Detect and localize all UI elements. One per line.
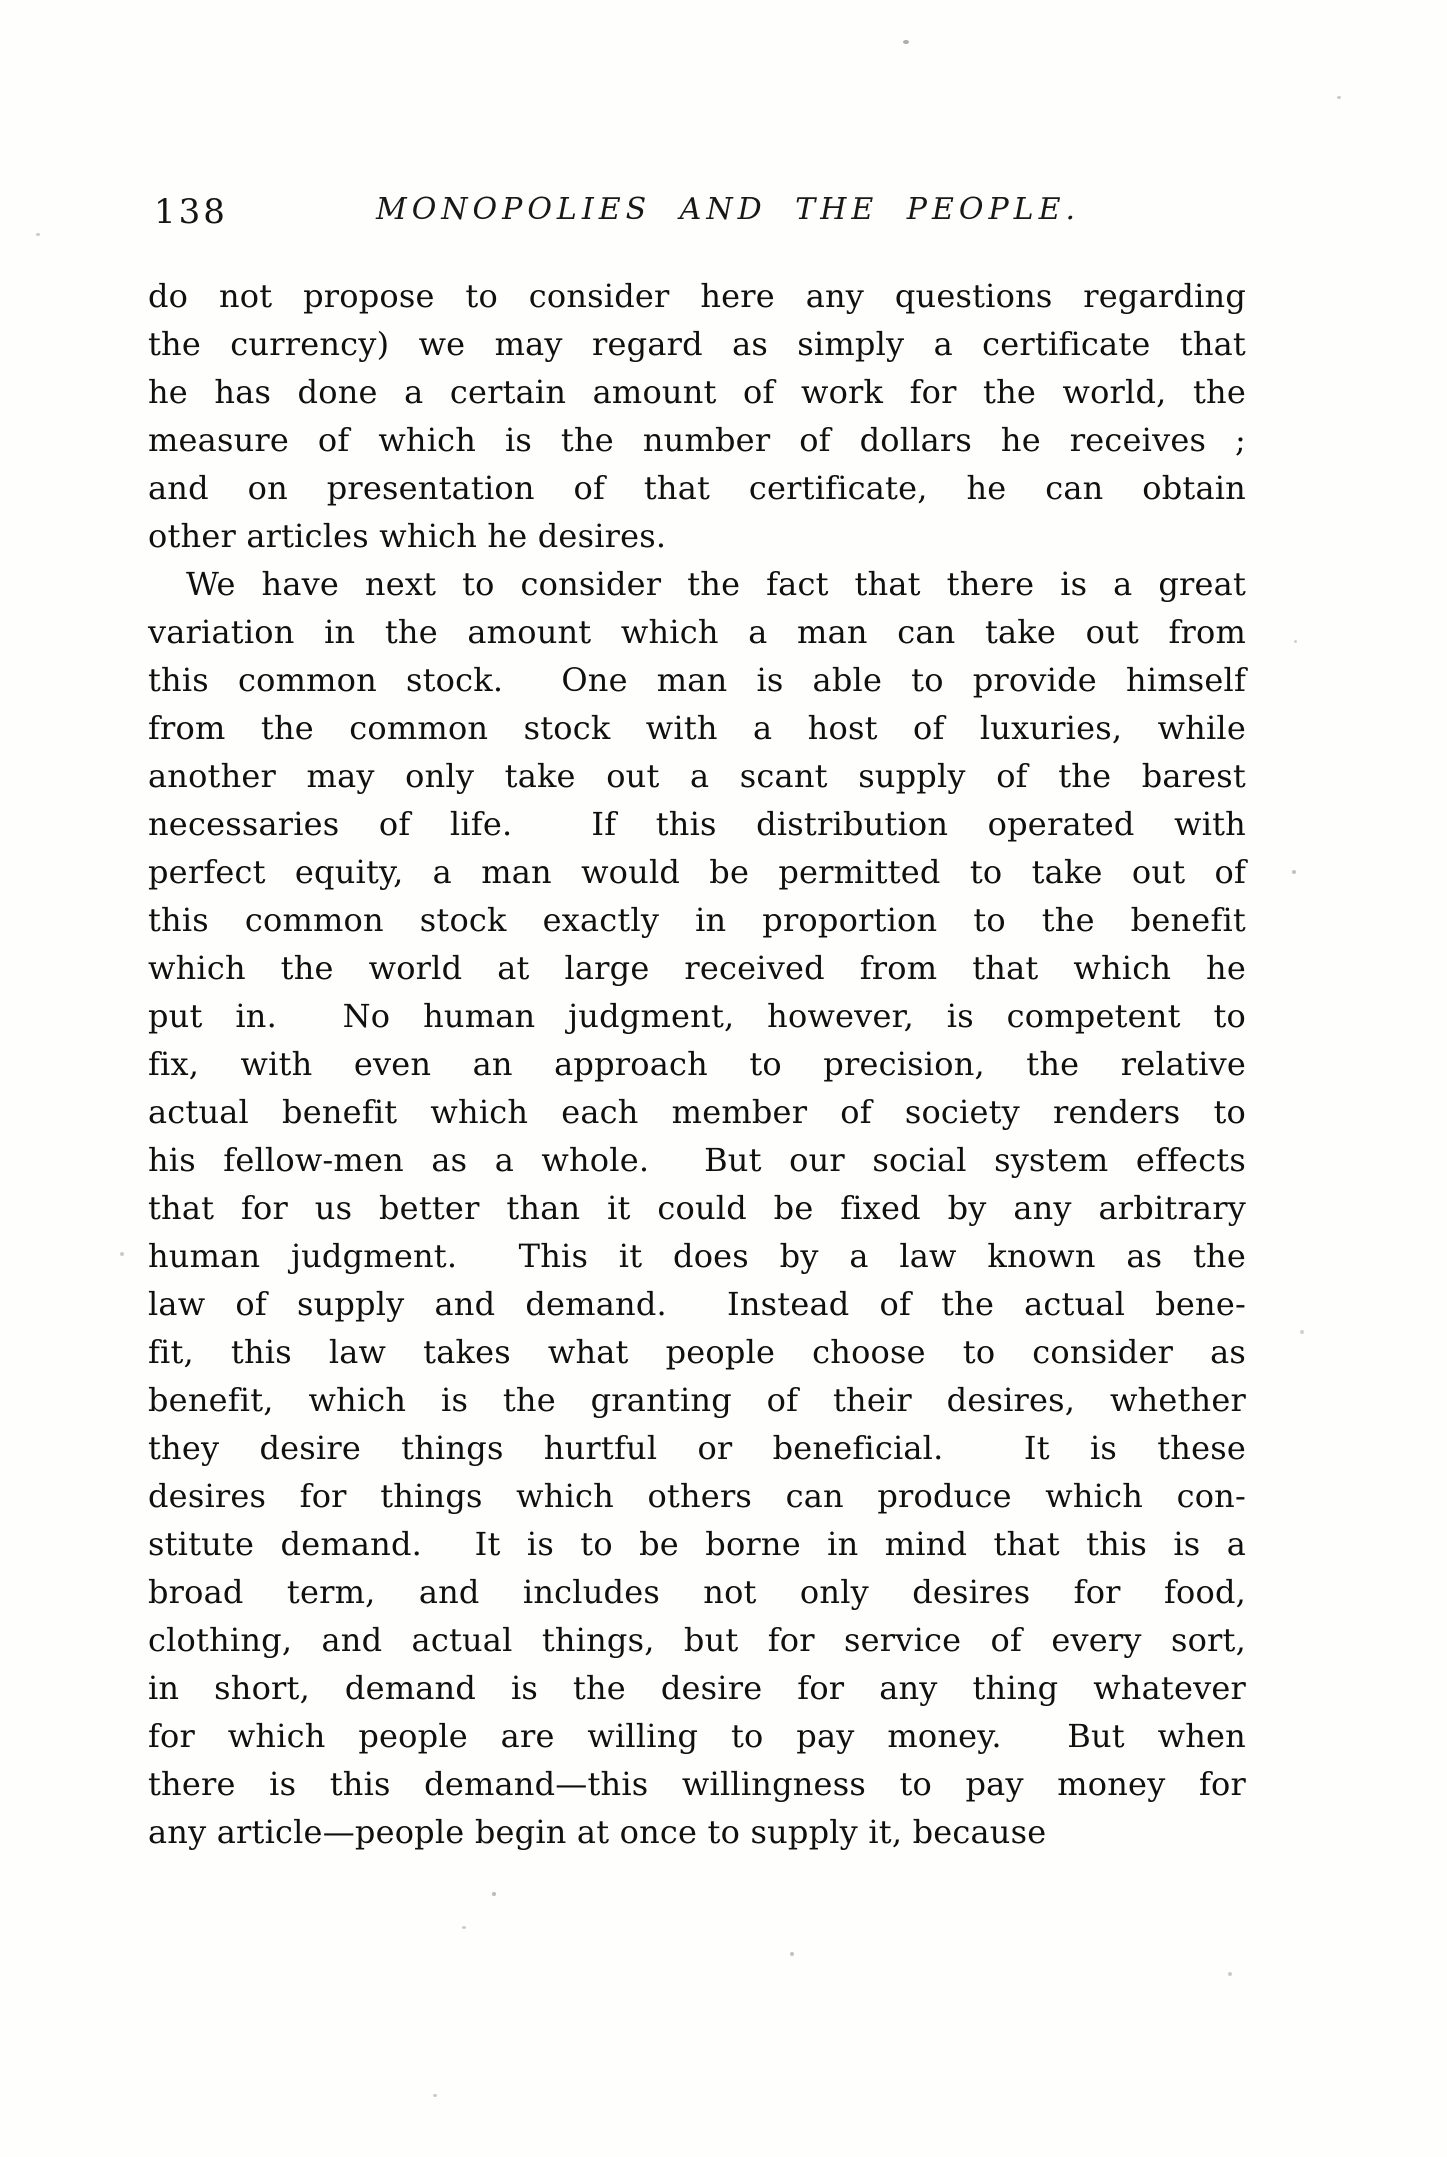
text-line: this common stock. One man is able to provide himself xyxy=(148,661,1246,699)
scan-artifact xyxy=(790,1952,794,1956)
text-line: that for us better than it could be fixed by any arbitrary xyxy=(148,1189,1246,1227)
running-head-title: MONOPOLIES AND THE PEOPLE. xyxy=(375,192,1081,227)
page-body xyxy=(148,272,1246,1856)
text-line: necessaries of life. If this distribution operated with xyxy=(148,805,1246,843)
text-line: variation in the amount which a man can take out from xyxy=(148,613,1246,651)
text-line: this common stock exactly in proportion to the benefit xyxy=(148,901,1246,939)
paragraph xyxy=(148,560,1246,1856)
paragraph xyxy=(148,272,1246,560)
text-line: another may only take out a scant supply of the barest xyxy=(148,757,1246,795)
text-line: perfect equity, a man would be permitted to take out of xyxy=(148,853,1246,891)
scan-artifact xyxy=(36,233,40,236)
text-line: human judgment. This it does by a law known as the xyxy=(148,1237,1246,1275)
text-line: benefit, which is the granting of their desires, whether xyxy=(148,1381,1246,1419)
text-line: do not propose to consider here any questions regarding xyxy=(148,277,1246,315)
text-line: for which people are willing to pay money. But when xyxy=(148,1717,1246,1755)
text-line: any article—people begin at once to supply it, because xyxy=(148,1813,1047,1851)
scan-artifact xyxy=(903,40,909,44)
text-line: which the world at large received from that which he xyxy=(148,949,1246,987)
text-line: desires for things which others can produce which con- xyxy=(148,1477,1246,1515)
text-line: measure of which is the number of dollars he receives ; xyxy=(148,421,1246,459)
scan-artifact xyxy=(120,1252,124,1256)
text-line: from the common stock with a host of luxuries, while xyxy=(148,709,1246,747)
text-line: put in. No human judgment, however, is competent to xyxy=(148,997,1246,1035)
text-line: there is this demand—this willingness to pay money for xyxy=(148,1765,1246,1803)
text-line: broad term, and includes not only desires for food, xyxy=(148,1573,1246,1611)
text-line: and on presentation of that certificate, he can obtain xyxy=(148,469,1246,507)
text-line: We have next to consider the fact that there is a great xyxy=(186,565,1246,603)
text-line: he has done a certain amount of work for the world, the xyxy=(148,373,1246,411)
scan-artifact xyxy=(1292,870,1296,874)
text-line: in short, demand is the desire for any thing whatever xyxy=(148,1669,1246,1707)
text-line: other articles which he desires. xyxy=(148,517,667,555)
text-line: clothing, and actual things, but for service of every sort, xyxy=(148,1621,1246,1659)
scan-artifact xyxy=(492,1892,496,1896)
scan-artifact xyxy=(1337,96,1341,99)
scan-artifact xyxy=(462,1926,466,1929)
scan-artifact xyxy=(433,2094,437,2097)
scan-artifact xyxy=(1300,1330,1304,1334)
text-line: law of supply and demand. Instead of the actual bene- xyxy=(148,1285,1246,1323)
text-line: they desire things hurtful or beneficial. It is these xyxy=(148,1429,1246,1467)
text-line: the currency) we may regard as simply a certificate that xyxy=(148,325,1246,363)
text-line: fix, with even an approach to precision, the relative xyxy=(148,1045,1246,1083)
text-line: actual benefit which each member of society renders to xyxy=(148,1093,1246,1131)
scan-artifact xyxy=(1228,1972,1232,1976)
text-line: his fellow-men as a whole. But our social system effects xyxy=(148,1141,1246,1179)
text-line: stitute demand. It is to be borne in mind that this is a xyxy=(148,1525,1246,1563)
scan-artifact xyxy=(1294,640,1297,643)
page-number: 138 xyxy=(154,192,228,232)
text-line: fit, this law takes what people choose to consider as xyxy=(148,1333,1246,1371)
running-header xyxy=(148,190,1248,236)
